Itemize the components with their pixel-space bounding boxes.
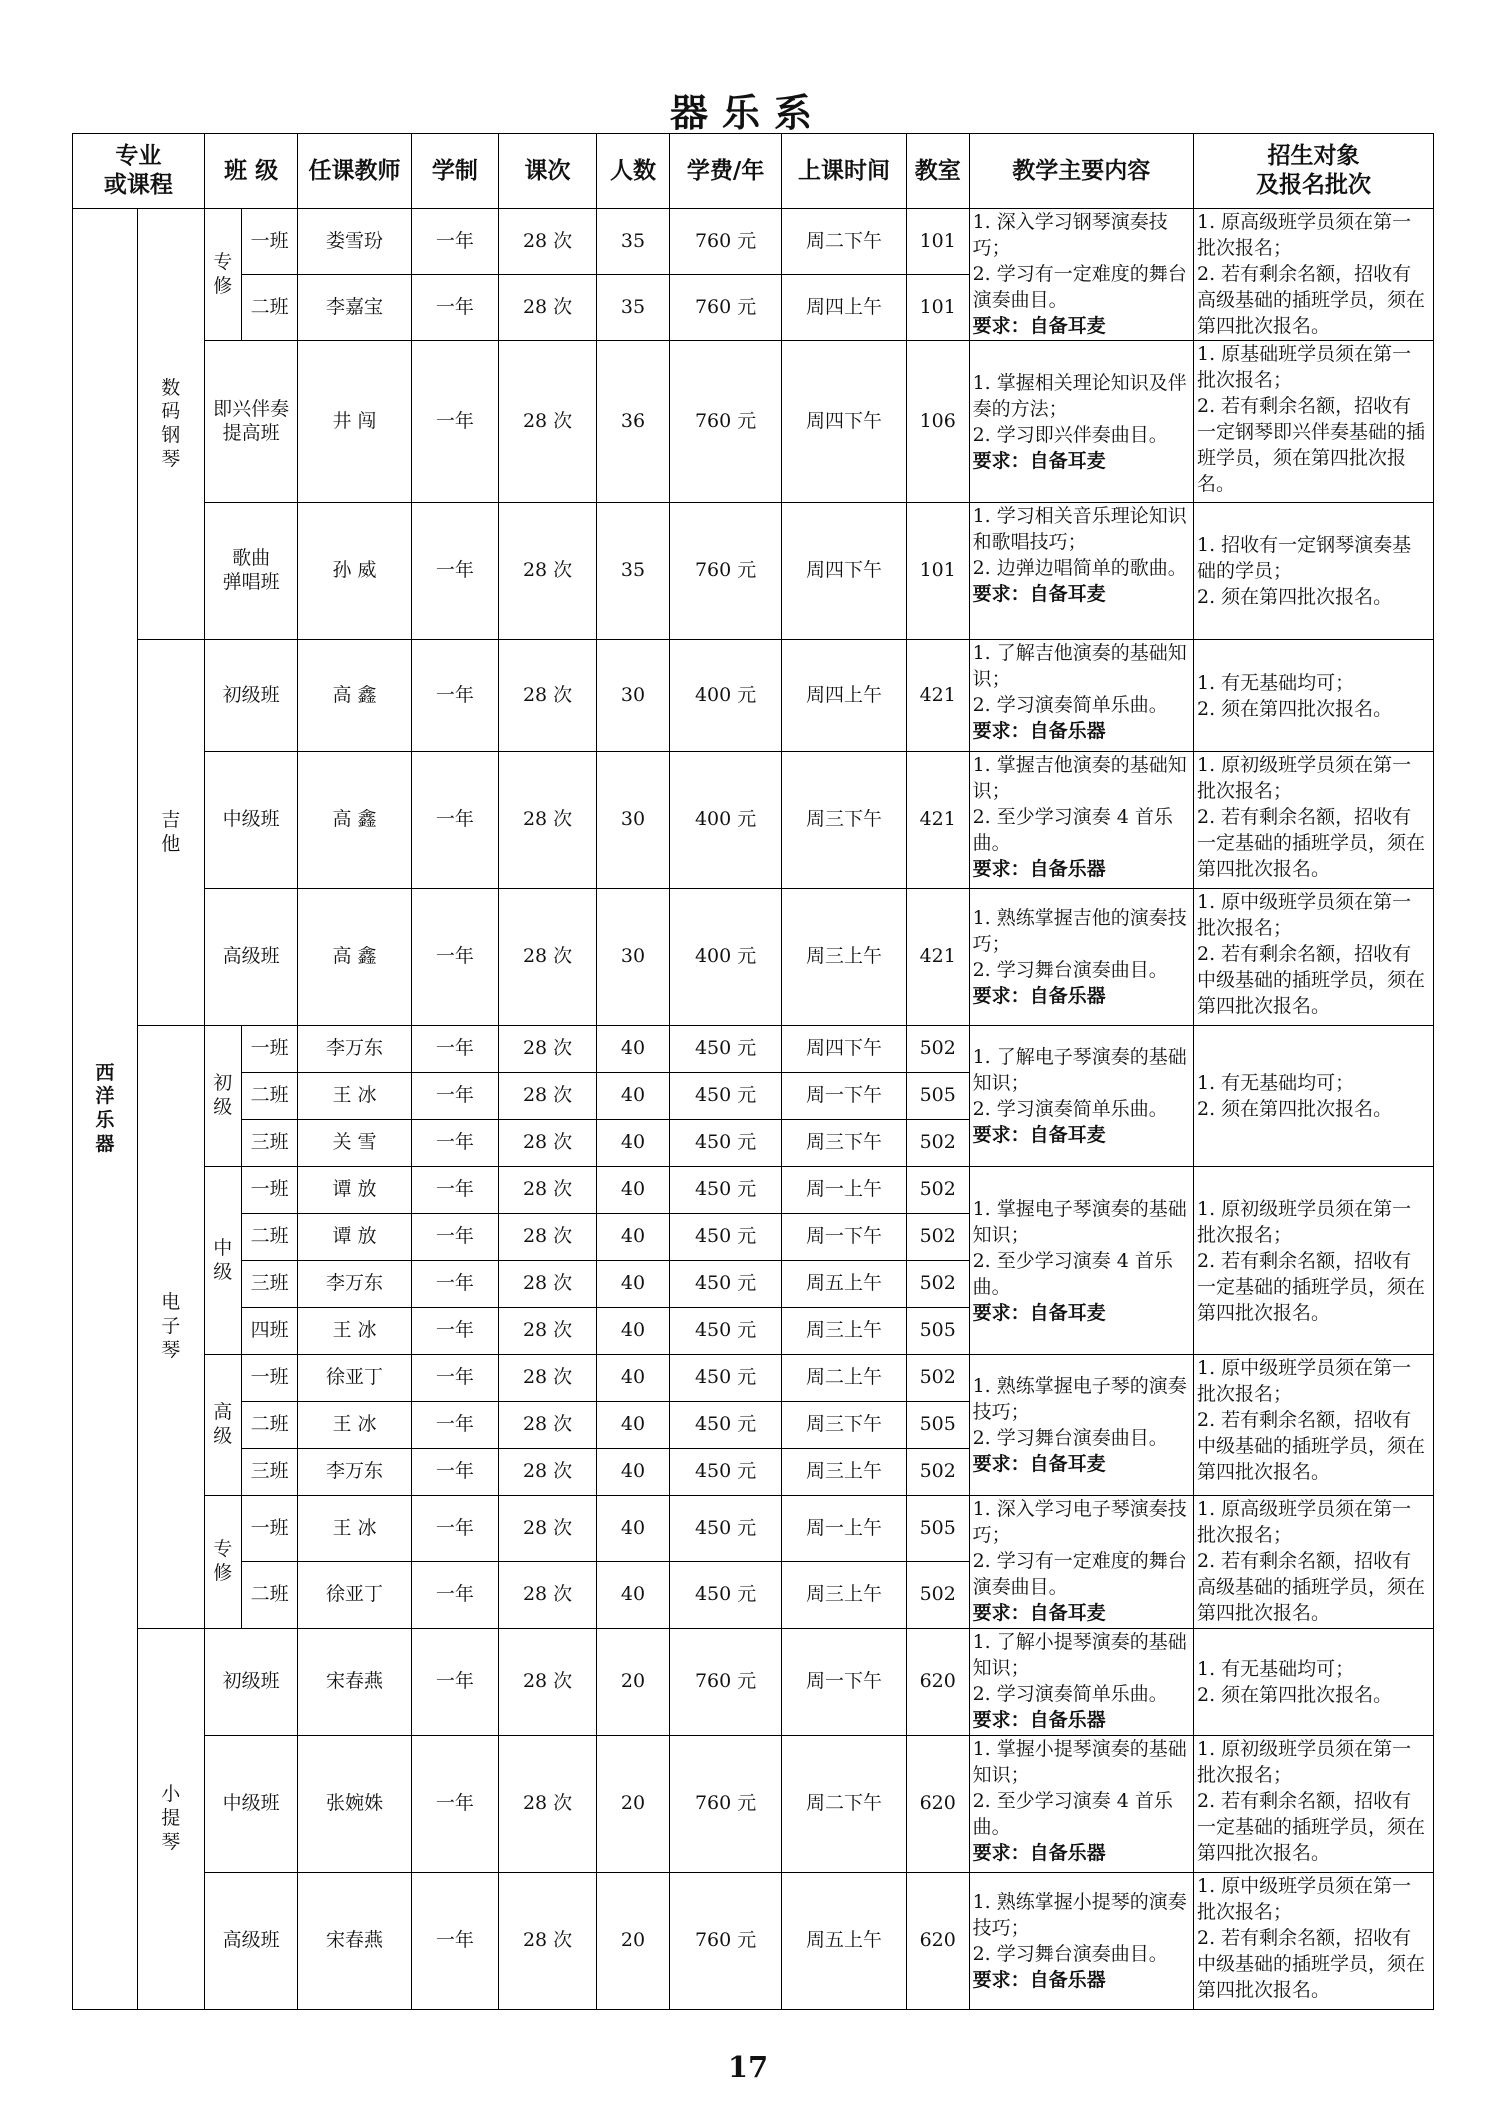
time-cell: 周四下午 — [782, 503, 907, 640]
content-cell — [969, 209, 1193, 341]
room-cell: 505 — [906, 1073, 969, 1120]
headcount-cell: 30 — [596, 752, 669, 889]
room-cell: 421 — [906, 640, 969, 752]
teacher-cell: 娄雪玢 — [298, 209, 411, 275]
header-teacher: 任课教师 — [298, 134, 411, 209]
target-cell: 1. 原高级班学员须在第一批次报名； 2. 若有剩余名额，招收有高级基础的插班学员，须在第四批次报名。 — [1194, 209, 1434, 341]
headcount-cell: 40 — [596, 1167, 669, 1214]
level-advanced: 高 级 — [204, 1355, 241, 1496]
room-cell: 106 — [906, 341, 969, 503]
content-cell — [969, 1496, 1193, 1629]
content-cell — [969, 640, 1193, 752]
table-row — [73, 1355, 1434, 1402]
table-row — [73, 1873, 1434, 2010]
room-cell: 502 — [906, 1562, 969, 1629]
fee-cell: 760 元 — [670, 209, 782, 275]
class-cell: 二班 — [241, 1562, 298, 1629]
fee-cell: 450 元 — [670, 1073, 782, 1120]
header-content: 教学主要内容 — [969, 134, 1193, 209]
requirement-text: 要求：自备乐器 — [972, 1969, 1106, 1991]
teacher-cell: 王 冰 — [298, 1496, 411, 1562]
room-cell: 502 — [906, 1120, 969, 1167]
course-schedule-table — [72, 133, 1434, 2010]
teacher-cell: 谭 放 — [298, 1167, 411, 1214]
time-cell: 周五上午 — [782, 1873, 907, 2010]
fee-cell: 450 元 — [670, 1562, 782, 1629]
headcount-cell: 40 — [596, 1120, 669, 1167]
headcount-cell: 40 — [596, 1449, 669, 1496]
sessions-cell: 28 次 — [499, 341, 597, 503]
room-cell: 421 — [906, 889, 969, 1026]
course-guitar: 吉 他 — [137, 640, 204, 1026]
class-cell: 二班 — [241, 275, 298, 341]
fee-cell: 400 元 — [670, 640, 782, 752]
requirement-text: 要求：自备乐器 — [972, 720, 1106, 742]
class-cell: 一班 — [241, 1355, 298, 1402]
teacher-cell: 李万东 — [298, 1026, 411, 1073]
fee-cell: 450 元 — [670, 1026, 782, 1073]
sessions-cell: 28 次 — [499, 275, 597, 341]
teacher-cell: 高 鑫 — [298, 752, 411, 889]
content-cell — [969, 1355, 1193, 1496]
time-cell: 周四上午 — [782, 275, 907, 341]
class-cell: 即兴伴奏 提高班 — [204, 341, 298, 503]
requirement-text: 要求：自备耳麦 — [972, 315, 1106, 337]
headcount-cell: 35 — [596, 275, 669, 341]
room-cell: 101 — [906, 209, 969, 275]
duration-cell: 一年 — [411, 1562, 499, 1629]
sessions-cell: 28 次 — [499, 1736, 597, 1873]
sessions-cell: 28 次 — [499, 1026, 597, 1073]
course-violin: 小 提 琴 — [137, 1629, 204, 2010]
sessions-cell: 28 次 — [499, 1355, 597, 1402]
content-text: 1. 掌握吉他演奏的基础知识； 2. 至少学习演奏 4 首乐曲。 — [972, 754, 1187, 854]
sessions-cell: 28 次 — [499, 1562, 597, 1629]
requirement-text: 要求：自备耳麦 — [972, 1301, 1106, 1324]
duration-cell: 一年 — [411, 1629, 499, 1736]
sessions-cell: 28 次 — [499, 1073, 597, 1120]
content-text: 1. 了解吉他演奏的基础知识； 2. 学习演奏简单乐曲。 — [972, 642, 1187, 716]
header-room: 教室 — [906, 134, 969, 209]
room-cell: 101 — [906, 275, 969, 341]
fee-cell: 400 元 — [670, 752, 782, 889]
requirement-text: 要求：自备耳麦 — [972, 583, 1106, 605]
duration-cell: 一年 — [411, 503, 499, 640]
fee-cell: 450 元 — [670, 1308, 782, 1355]
room-cell: 502 — [906, 1167, 969, 1214]
time-cell: 周四下午 — [782, 1026, 907, 1073]
teacher-cell: 宋春燕 — [298, 1873, 411, 2010]
sessions-cell: 28 次 — [499, 752, 597, 889]
headcount-cell: 40 — [596, 1261, 669, 1308]
class-cell: 二班 — [241, 1073, 298, 1120]
sessions-cell: 28 次 — [499, 1496, 597, 1562]
fee-cell: 450 元 — [670, 1496, 782, 1562]
fee-cell: 450 元 — [670, 1449, 782, 1496]
content-text: 1. 了解小提琴演奏的基础知识； 2. 学习演奏简单乐曲。 — [972, 1631, 1187, 1705]
class-cell: 初级班 — [204, 1629, 298, 1736]
content-text: 1. 学习相关音乐理论知识和歌唱技巧； 2. 边弹边唱简单的歌曲。 — [972, 505, 1187, 579]
target-cell: 1. 原初级班学员须在第一批次报名； 2. 若有剩余名额，招收有一定基础的插班学员，须在第四批次报名。 — [1194, 752, 1434, 889]
sessions-cell: 28 次 — [499, 889, 597, 1026]
room-cell: 421 — [906, 752, 969, 889]
teacher-cell: 高 鑫 — [298, 640, 411, 752]
duration-cell: 一年 — [411, 1496, 499, 1562]
page-number: 17 — [727, 2050, 769, 2084]
content-text: 1. 掌握相关理论知识及伴奏的方法； 2. 学习即兴伴奏曲目。 — [972, 371, 1187, 446]
level-intermediate: 中 级 — [204, 1167, 241, 1355]
time-cell: 周三上午 — [782, 1562, 907, 1629]
class-cell: 中级班 — [204, 1736, 298, 1873]
fee-cell: 450 元 — [670, 1167, 782, 1214]
duration-cell: 一年 — [411, 341, 499, 503]
target-cell: 1. 原初级班学员须在第一批次报名； 2. 若有剩余名额，招收有一定基础的插班学员，须在第四批次报名。 — [1194, 1736, 1434, 1873]
room-cell: 502 — [906, 1449, 969, 1496]
requirement-text: 要求：自备乐器 — [972, 858, 1106, 880]
sessions-cell: 28 次 — [499, 1214, 597, 1261]
target-cell: 1. 原基础班学员须在第一批次报名； 2. 若有剩余名额，招收有一定钢琴即兴伴奏基础的插班学员，须在第四批次报名。 — [1194, 341, 1434, 503]
sessions-cell: 28 次 — [499, 1308, 597, 1355]
content-cell — [969, 503, 1193, 640]
headcount-cell: 30 — [596, 889, 669, 1026]
target-cell: 1. 原中级班学员须在第一批次报名； 2. 若有剩余名额，招收有中级基础的插班学员，须在第四批次报名。 — [1194, 1355, 1434, 1496]
table-row — [73, 1736, 1434, 1873]
content-text: 1. 熟练掌握小提琴的演奏技巧； 2. 学习舞台演奏曲目。 — [972, 1891, 1187, 1965]
table-row — [73, 1629, 1434, 1736]
class-cell: 三班 — [241, 1261, 298, 1308]
table-header-row — [73, 134, 1434, 209]
duration-cell: 一年 — [411, 1736, 499, 1873]
time-cell: 周二下午 — [782, 209, 907, 275]
teacher-cell: 李万东 — [298, 1449, 411, 1496]
requirement-text: 要求：自备耳麦 — [972, 449, 1106, 472]
duration-cell: 一年 — [411, 889, 499, 1026]
class-cell: 中级班 — [204, 752, 298, 889]
duration-cell: 一年 — [411, 1261, 499, 1308]
teacher-cell: 李万东 — [298, 1261, 411, 1308]
time-cell: 周一下午 — [782, 1629, 907, 1736]
headcount-cell: 20 — [596, 1629, 669, 1736]
header-time: 上课时间 — [782, 134, 907, 209]
requirement-text: 要求：自备乐器 — [972, 985, 1106, 1007]
table-row — [73, 341, 1434, 503]
headcount-cell: 40 — [596, 1562, 669, 1629]
fee-cell: 760 元 — [670, 503, 782, 640]
table-row — [73, 503, 1434, 640]
fee-cell: 450 元 — [670, 1120, 782, 1167]
sessions-cell: 28 次 — [499, 1261, 597, 1308]
headcount-cell: 40 — [596, 1026, 669, 1073]
teacher-cell: 谭 放 — [298, 1214, 411, 1261]
teacher-cell: 孙 威 — [298, 503, 411, 640]
fee-cell: 450 元 — [670, 1402, 782, 1449]
teacher-cell: 王 冰 — [298, 1308, 411, 1355]
content-cell — [969, 752, 1193, 889]
teacher-cell: 王 冰 — [298, 1073, 411, 1120]
duration-cell: 一年 — [411, 752, 499, 889]
class-cell: 高级班 — [204, 889, 298, 1026]
duration-cell: 一年 — [411, 1308, 499, 1355]
page-title: 器乐系 — [669, 91, 826, 135]
fee-cell: 760 元 — [670, 341, 782, 503]
table-row — [73, 752, 1434, 889]
content-cell — [969, 889, 1193, 1026]
class-cell: 高级班 — [204, 1873, 298, 2010]
header-fee: 学费/年 — [670, 134, 782, 209]
target-cell: 1. 原中级班学员须在第一批次报名； 2. 若有剩余名额，招收有中级基础的插班学员，须在第四批次报名。 — [1194, 889, 1434, 1026]
room-cell: 505 — [906, 1402, 969, 1449]
headcount-cell: 40 — [596, 1402, 669, 1449]
room-cell: 505 — [906, 1496, 969, 1562]
headcount-cell: 40 — [596, 1355, 669, 1402]
duration-cell: 一年 — [411, 209, 499, 275]
duration-cell: 一年 — [411, 1449, 499, 1496]
class-cell: 一班 — [241, 1496, 298, 1562]
header-target: 招生对象 及报名批次 — [1194, 134, 1434, 209]
content-text: 1. 深入学习钢琴演奏技巧； 2. 学习有一定难度的舞台演奏曲目。 — [972, 211, 1187, 311]
room-cell: 620 — [906, 1736, 969, 1873]
header-class: 班 级 — [204, 134, 298, 209]
class-cell: 二班 — [241, 1402, 298, 1449]
time-cell: 周三下午 — [782, 752, 907, 889]
duration-cell: 一年 — [411, 1026, 499, 1073]
sessions-cell: 28 次 — [499, 503, 597, 640]
teacher-cell: 宋春燕 — [298, 1629, 411, 1736]
table-row — [73, 1026, 1434, 1073]
requirement-text: 要求：自备耳麦 — [972, 1124, 1106, 1146]
table-row — [73, 1496, 1434, 1562]
headcount-cell: 35 — [596, 209, 669, 275]
content-text: 1. 熟练掌握电子琴的演奏技巧； 2. 学习舞台演奏曲目。 — [972, 1375, 1187, 1449]
content-cell — [969, 1873, 1193, 2010]
table-row — [73, 209, 1434, 275]
teacher-cell: 王 冰 — [298, 1402, 411, 1449]
table-row — [73, 889, 1434, 1026]
teacher-cell: 徐亚丁 — [298, 1562, 411, 1629]
header-duration: 学制 — [411, 134, 499, 209]
table-row — [73, 1167, 1434, 1214]
class-cell: 初级班 — [204, 640, 298, 752]
room-cell: 101 — [906, 503, 969, 640]
time-cell: 周三上午 — [782, 1308, 907, 1355]
content-text: 1. 了解电子琴演奏的基础知识； 2. 学习演奏简单乐曲。 — [972, 1046, 1187, 1120]
time-cell: 周四下午 — [782, 341, 907, 503]
time-cell: 周三上午 — [782, 1449, 907, 1496]
time-cell: 周四上午 — [782, 640, 907, 752]
class-cell: 三班 — [241, 1120, 298, 1167]
target-cell: 1. 有无基础均可； 2. 须在第四批次报名。 — [1194, 640, 1434, 752]
requirement-text: 要求：自备耳麦 — [972, 1453, 1106, 1475]
duration-cell: 一年 — [411, 640, 499, 752]
time-cell: 周一下午 — [782, 1214, 907, 1261]
header-major: 专业 或课程 — [73, 134, 205, 209]
content-cell — [969, 1736, 1193, 1873]
teacher-cell: 关 雪 — [298, 1120, 411, 1167]
duration-cell: 一年 — [411, 1402, 499, 1449]
duration-cell: 一年 — [411, 1873, 499, 2010]
course-digital-piano: 数 码 钢 琴 — [137, 209, 204, 640]
level-beginner: 初 级 — [204, 1026, 241, 1167]
time-cell: 周二下午 — [782, 1736, 907, 1873]
target-cell: 1. 原高级班学员须在第一批次报名； 2. 若有剩余名额，招收有高级基础的插班学员，须在第四批次报名。 — [1194, 1496, 1434, 1629]
duration-cell: 一年 — [411, 1355, 499, 1402]
target-cell: 1. 原中级班学员须在第一批次报名； 2. 若有剩余名额，招收有中级基础的插班学员，须在第四批次报名。 — [1194, 1873, 1434, 2010]
class-cell: 四班 — [241, 1308, 298, 1355]
level-advanced-study: 专 修 — [204, 209, 241, 341]
duration-cell: 一年 — [411, 275, 499, 341]
sessions-cell: 28 次 — [499, 1120, 597, 1167]
content-cell — [969, 1026, 1193, 1167]
time-cell: 周三下午 — [782, 1120, 907, 1167]
fee-cell: 760 元 — [670, 275, 782, 341]
teacher-cell: 徐亚丁 — [298, 1355, 411, 1402]
room-cell: 502 — [906, 1261, 969, 1308]
class-cell: 一班 — [241, 1167, 298, 1214]
duration-cell: 一年 — [411, 1214, 499, 1261]
content-cell — [969, 1629, 1193, 1736]
time-cell: 周五上午 — [782, 1261, 907, 1308]
headcount-cell: 40 — [596, 1073, 669, 1120]
content-text: 1. 熟练掌握吉他的演奏技巧； 2. 学习舞台演奏曲目。 — [972, 907, 1187, 981]
content-text: 1. 掌握小提琴演奏的基础知识； 2. 至少学习演奏 4 首乐曲。 — [972, 1738, 1187, 1838]
time-cell: 周一上午 — [782, 1496, 907, 1562]
headcount-cell: 20 — [596, 1873, 669, 2010]
time-cell: 周一下午 — [782, 1073, 907, 1120]
duration-cell: 一年 — [411, 1073, 499, 1120]
requirement-text: 要求：自备乐器 — [972, 1709, 1106, 1731]
headcount-cell: 36 — [596, 341, 669, 503]
target-cell: 1. 原初级班学员须在第一批次报名； 2. 若有剩余名额，招收有一定基础的插班学员，须在第四批次报名。 — [1194, 1167, 1434, 1355]
fee-cell: 450 元 — [670, 1214, 782, 1261]
time-cell: 周一上午 — [782, 1167, 907, 1214]
room-cell: 502 — [906, 1214, 969, 1261]
time-cell: 周二上午 — [782, 1355, 907, 1402]
class-cell: 一班 — [241, 209, 298, 275]
content-text: 1. 深入学习电子琴演奏技巧； 2. 学习有一定难度的舞台演奏曲目。 — [972, 1498, 1187, 1598]
room-cell: 502 — [906, 1355, 969, 1402]
target-cell: 1. 招收有一定钢琴演奏基础的学员； 2. 须在第四批次报名。 — [1194, 503, 1434, 640]
headcount-cell: 20 — [596, 1736, 669, 1873]
header-sessions: 课次 — [499, 134, 597, 209]
level-advanced-study: 专 修 — [204, 1496, 241, 1629]
target-cell: 1. 有无基础均可； 2. 须在第四批次报名。 — [1194, 1629, 1434, 1736]
teacher-cell: 张婉姝 — [298, 1736, 411, 1873]
table-row — [73, 640, 1434, 752]
target-cell: 1. 有无基础均可； 2. 须在第四批次报名。 — [1194, 1026, 1434, 1167]
room-cell: 502 — [906, 1026, 969, 1073]
fee-cell: 760 元 — [670, 1873, 782, 2010]
sessions-cell: 28 次 — [499, 1167, 597, 1214]
class-cell: 二班 — [241, 1214, 298, 1261]
teacher-cell: 高 鑫 — [298, 889, 411, 1026]
requirement-text: 要求：自备乐器 — [972, 1842, 1106, 1864]
sessions-cell: 28 次 — [499, 640, 597, 752]
fee-cell: 760 元 — [670, 1736, 782, 1873]
requirement-text: 要求：自备耳麦 — [972, 1602, 1106, 1624]
sessions-cell: 28 次 — [499, 1402, 597, 1449]
course-electronic-keyboard: 电 子 琴 — [137, 1026, 204, 1629]
sessions-cell: 28 次 — [499, 209, 597, 275]
dept-western-instruments: 西 洋 乐 器 — [73, 209, 138, 2010]
teacher-cell: 井 闯 — [298, 341, 411, 503]
fee-cell: 760 元 — [670, 1629, 782, 1736]
teacher-cell: 李嘉宝 — [298, 275, 411, 341]
headcount-cell: 40 — [596, 1308, 669, 1355]
fee-cell: 450 元 — [670, 1261, 782, 1308]
sessions-cell: 28 次 — [499, 1629, 597, 1736]
sessions-cell: 28 次 — [499, 1873, 597, 2010]
content-cell — [969, 1167, 1193, 1355]
time-cell: 周三下午 — [782, 1402, 907, 1449]
class-cell: 三班 — [241, 1449, 298, 1496]
class-cell: 一班 — [241, 1026, 298, 1073]
room-cell: 505 — [906, 1308, 969, 1355]
headcount-cell: 30 — [596, 640, 669, 752]
time-cell: 周三上午 — [782, 889, 907, 1026]
fee-cell: 400 元 — [670, 889, 782, 1026]
duration-cell: 一年 — [411, 1120, 499, 1167]
headcount-cell: 40 — [596, 1214, 669, 1261]
header-headcount: 人数 — [596, 134, 669, 209]
sessions-cell: 28 次 — [499, 1449, 597, 1496]
fee-cell: 450 元 — [670, 1355, 782, 1402]
room-cell: 620 — [906, 1629, 969, 1736]
class-cell: 歌曲 弹唱班 — [204, 503, 298, 640]
headcount-cell: 40 — [596, 1496, 669, 1562]
room-cell: 620 — [906, 1873, 969, 2010]
content-text: 1. 掌握电子琴演奏的基础知识； 2. 至少学习演奏 4 首乐曲。 — [972, 1197, 1187, 1298]
duration-cell: 一年 — [411, 1167, 499, 1214]
headcount-cell: 35 — [596, 503, 669, 640]
content-cell — [969, 341, 1193, 503]
